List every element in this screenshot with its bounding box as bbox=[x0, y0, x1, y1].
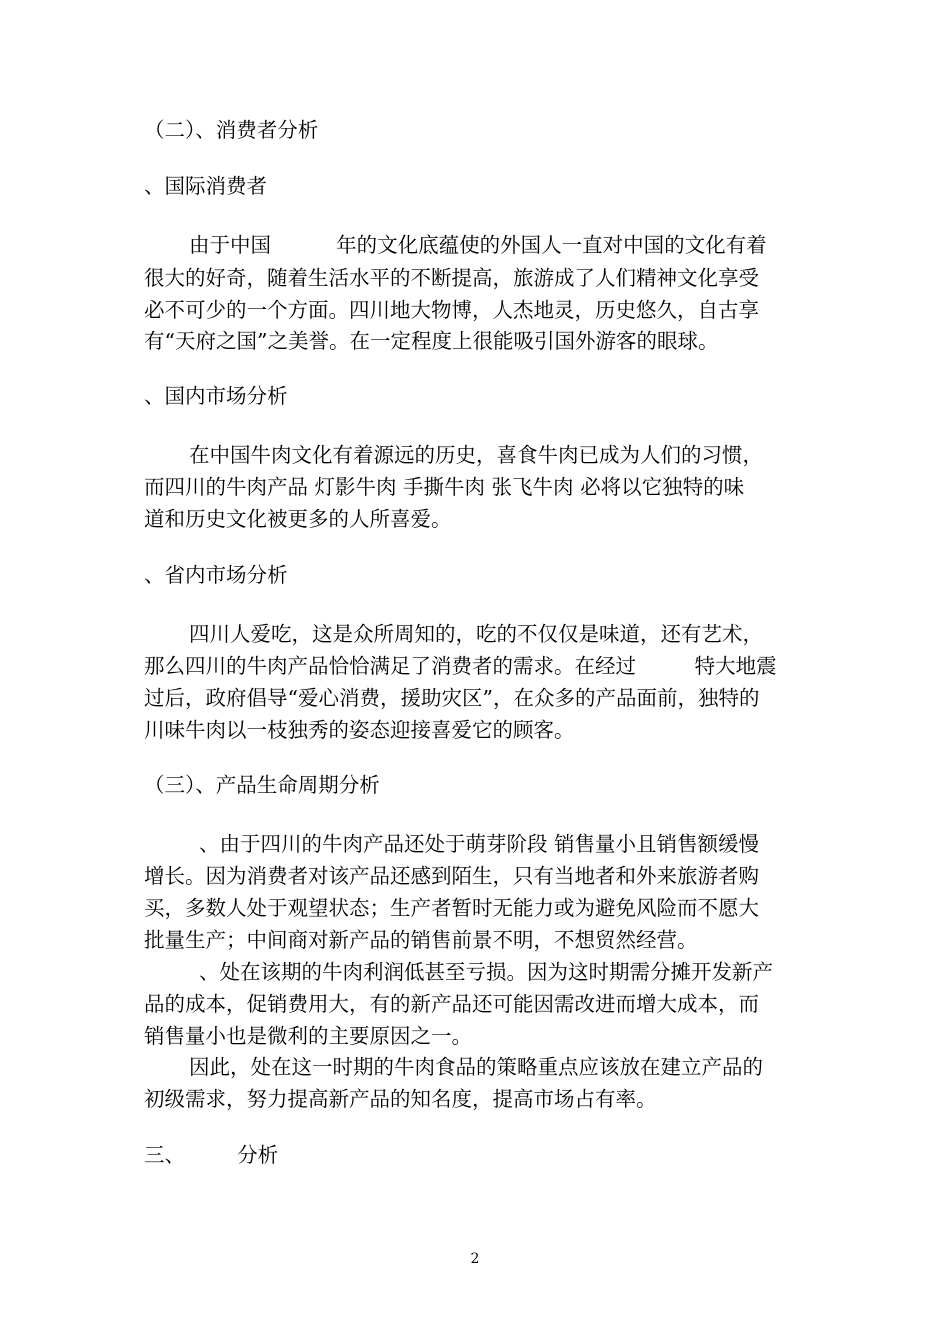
paragraph-domestic-line-1: 在中国牛肉文化有着源远的历史，喜食牛肉已成为人们的习惯， bbox=[189, 443, 763, 467]
paragraph-international-line-1: 由于中国 年的文化底蕴使的外国人一直对中国的文化有着 bbox=[189, 233, 767, 257]
paragraph-lifecycle-2-line-2: 品的成本，促销费用大，有的新产品还可能因需改进而增大成本，而 bbox=[144, 992, 759, 1016]
paragraph-provincial-line-2: 那么四川的牛肉产品恰恰满足了消费者的需求。在经过 特大地震 bbox=[144, 654, 777, 678]
paragraph-international-line-2: 很大的好奇，随着生活水平的不断提高，旅游成了人们精神文化享受 bbox=[144, 266, 759, 290]
paragraph-domestic-line-2: 而四川的牛肉产品 灯影牛肉 手撕牛肉 张飞牛肉 必将以它独特的味 bbox=[144, 475, 745, 499]
subheading-provincial-market: 、省内市场分析 bbox=[144, 563, 288, 587]
page-number: 2 bbox=[470, 1251, 480, 1267]
subheading-international-consumers: 、国际消费者 bbox=[144, 174, 267, 198]
heading-consumer-analysis: （二）、消费者分析 bbox=[144, 118, 319, 142]
paragraph-lifecycle-3-line-2: 初级需求，努力提高新产品的知名度，提高市场占有率。 bbox=[144, 1087, 657, 1111]
paragraph-international-line-4: 有“天府之国”之美誉。在一定程度上很能吸引国外游客的眼球。 bbox=[144, 329, 719, 353]
paragraph-lifecycle-1-line-4: 批量生产；中间商对新产品的销售前景不明，不想贸然经营。 bbox=[144, 928, 698, 952]
paragraph-provincial-line-1: 四川人爱吃，这是众所周知的，吃的不仅仅是味道，还有艺术， bbox=[189, 622, 763, 646]
paragraph-lifecycle-2-line-3: 销售量小也是微利的主要原因之一。 bbox=[144, 1024, 472, 1048]
paragraph-provincial-line-4: 川味牛肉以一枝独秀的姿态迎接喜爱它的顾客。 bbox=[144, 718, 575, 742]
heading-section-three: 三、 分析 bbox=[144, 1143, 279, 1167]
paragraph-lifecycle-1-line-1: 、由于四川的牛肉产品还处于萌芽阶段 销售量小且销售额缓慢 bbox=[199, 832, 760, 856]
paragraph-domestic-line-3: 道和历史文化被更多的人所喜爱。 bbox=[144, 507, 452, 531]
subheading-domestic-market: 、国内市场分析 bbox=[144, 384, 288, 408]
paragraph-lifecycle-3-line-1: 因此，处在这一时期的牛肉食品的策略重点应该放在建立产品的 bbox=[189, 1055, 763, 1079]
paragraph-international-line-3: 必不可少的一个方面。四川地大物博，人杰地灵，历史悠久，自古享 bbox=[144, 298, 759, 322]
heading-product-lifecycle: （三）、产品生命周期分析 bbox=[144, 773, 380, 797]
paragraph-lifecycle-1-line-2: 增长。因为消费者对该产品还感到陌生，只有当地者和外来旅游者购 bbox=[144, 864, 759, 888]
paragraph-lifecycle-2-line-1: 、处在该期的牛肉利润低甚至亏损。因为这时期需分摊开发新产 bbox=[199, 960, 773, 984]
paragraph-provincial-line-3: 过后，政府倡导“爱心消费，援助灾区”，在众多的产品面前，独特的 bbox=[144, 686, 760, 710]
paragraph-lifecycle-1-line-3: 买，多数人处于观望状态；生产者暂时无能力或为避免风险而不愿大 bbox=[144, 896, 759, 920]
